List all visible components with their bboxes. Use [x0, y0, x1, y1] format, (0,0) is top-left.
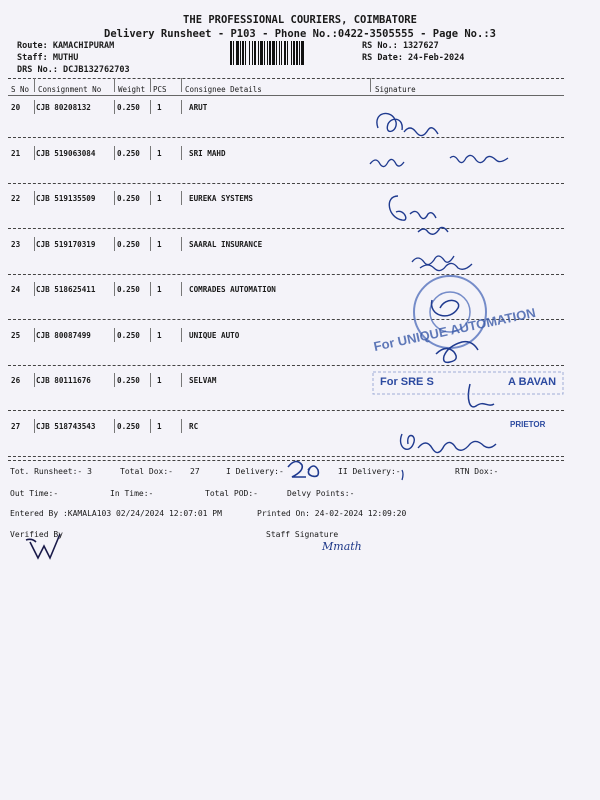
signature-row-24: [432, 300, 459, 316]
i-delivery-handwritten: [288, 461, 318, 477]
proprietor-stamp-text: PRIETOR: [510, 420, 546, 429]
row-sno: 24: [11, 285, 21, 294]
row-consignment: CJB 80087499: [36, 330, 91, 340]
row-pcs: 1: [157, 285, 162, 294]
signature-row-23: [412, 256, 472, 271]
row-pcs: 1: [157, 330, 162, 340]
col-pcs: PCS: [153, 85, 167, 94]
bavan-stamp-text: A BAVAN: [508, 376, 557, 388]
i-delivery-label: I Delivery:-: [226, 467, 284, 476]
drs-number: DRS No.: DCJB132762703: [17, 65, 130, 75]
signature-row-26: [468, 384, 494, 407]
row-consignment: CJB 80208132: [36, 103, 91, 112]
totals-top-rule: [8, 460, 564, 461]
row-pcs: 1: [157, 239, 162, 249]
row-consignee: SAARAL INSURANCE: [189, 239, 263, 249]
total-runsheet: Tot. Runsheet:- 3: [10, 467, 92, 476]
row-consignment: CJB 80111676: [36, 376, 91, 385]
row-sno: 25: [11, 330, 21, 340]
row-sno: 23: [11, 239, 21, 249]
total-dox-label: Total Dox:-: [120, 467, 173, 476]
signature-row-20: [377, 113, 438, 135]
row-pcs: 1: [157, 148, 162, 158]
row-consignment: CJB 518743543: [36, 421, 96, 431]
row-pcs: 1: [157, 194, 162, 203]
signature-row-27: [401, 434, 496, 453]
delvy-points-label: Delvy Points:-: [287, 489, 355, 498]
col-sno: S No: [11, 85, 30, 94]
row-sno: 26: [11, 376, 21, 385]
row-consignment: CJB 519135509: [36, 194, 96, 203]
row-consignment: CJB 518625411: [36, 285, 96, 294]
rs-date: RS Date: 24-Feb-2024: [362, 53, 465, 63]
row-sno: 22: [11, 194, 21, 203]
staff-signature-handwritten: Mmath: [322, 540, 362, 553]
entered-by: Entered By :KAMALA103 02/24/2024 12:07:01 PM: [10, 509, 222, 518]
total-pod-label: Total POD:-: [205, 489, 258, 498]
staff-label: Staff: MUTHU: [17, 53, 79, 63]
out-time-label: Out Time:-: [10, 489, 59, 498]
row-consignee: SRI MAHD: [189, 148, 226, 158]
verified-by-label: Verified By: [10, 530, 63, 539]
col-weight: Weight: [118, 85, 146, 94]
in-time-label: In Time:-: [110, 489, 154, 498]
staff-signature-label: Staff Signature: [266, 530, 339, 539]
route-label: Route: KAMACHIPURAM: [17, 41, 115, 51]
ii-delivery-label: II Delivery:-: [338, 467, 401, 476]
printed-on: Printed On: 24-02-2024 12:09:20: [257, 509, 407, 518]
rs-number: RS No.: 1327627: [362, 41, 439, 51]
row-weight: 0.250: [117, 148, 140, 158]
row-consignee: SELVAM: [189, 376, 217, 385]
row-pcs: 1: [157, 103, 162, 112]
row-consignment: CJB 519170319: [36, 239, 96, 249]
company-title: THE PROFESSIONAL COURIERS, COIMBATORE: [183, 14, 417, 26]
row-weight: 0.250: [117, 330, 140, 340]
signature-row-22: [389, 196, 448, 234]
row-consignee: UNIQUE AUTO: [189, 330, 240, 340]
row-weight: 0.250: [117, 376, 140, 385]
row-consignee: ARUT: [189, 103, 208, 112]
row-consignee: RC: [189, 421, 199, 431]
row-weight: 0.250: [117, 421, 140, 431]
unique-automation-stamp: For UNIQUE AUTOMATION: [372, 304, 537, 355]
signature-row-21: [370, 155, 508, 166]
signature-row-25: [436, 342, 478, 363]
row-sno: 20: [11, 103, 21, 112]
row-pcs: 1: [157, 421, 162, 431]
row-pcs: 1: [157, 376, 162, 385]
row-sno: 27: [11, 421, 21, 431]
row-consignee: EUREKA SYSTEMS: [189, 194, 254, 203]
row-consignment: CJB 519063084: [36, 148, 96, 158]
runsheet-subtitle: Delivery Runsheet - P103 - Phone No.:0422-3505555 - Page No.:3: [104, 28, 496, 40]
row-weight: 0.250: [117, 239, 140, 249]
row-sno: 21: [11, 148, 21, 158]
total-dox-value: 27: [190, 467, 200, 476]
row-weight: 0.250: [117, 194, 140, 203]
rtn-dox-label: RTN Dox:-: [455, 467, 499, 476]
ii-delivery-tick: [402, 470, 403, 480]
col-signature: Signature: [375, 85, 416, 94]
col-consignee: Consignee Details: [185, 85, 262, 94]
sre-stamp-text: For SRE S: [380, 376, 434, 388]
col-consignment: Consignment No: [38, 85, 102, 94]
row-weight: 0.250: [117, 103, 140, 112]
row-weight: 0.250: [117, 285, 140, 294]
row-consignee: COMRADES AUTOMATION: [189, 285, 276, 294]
